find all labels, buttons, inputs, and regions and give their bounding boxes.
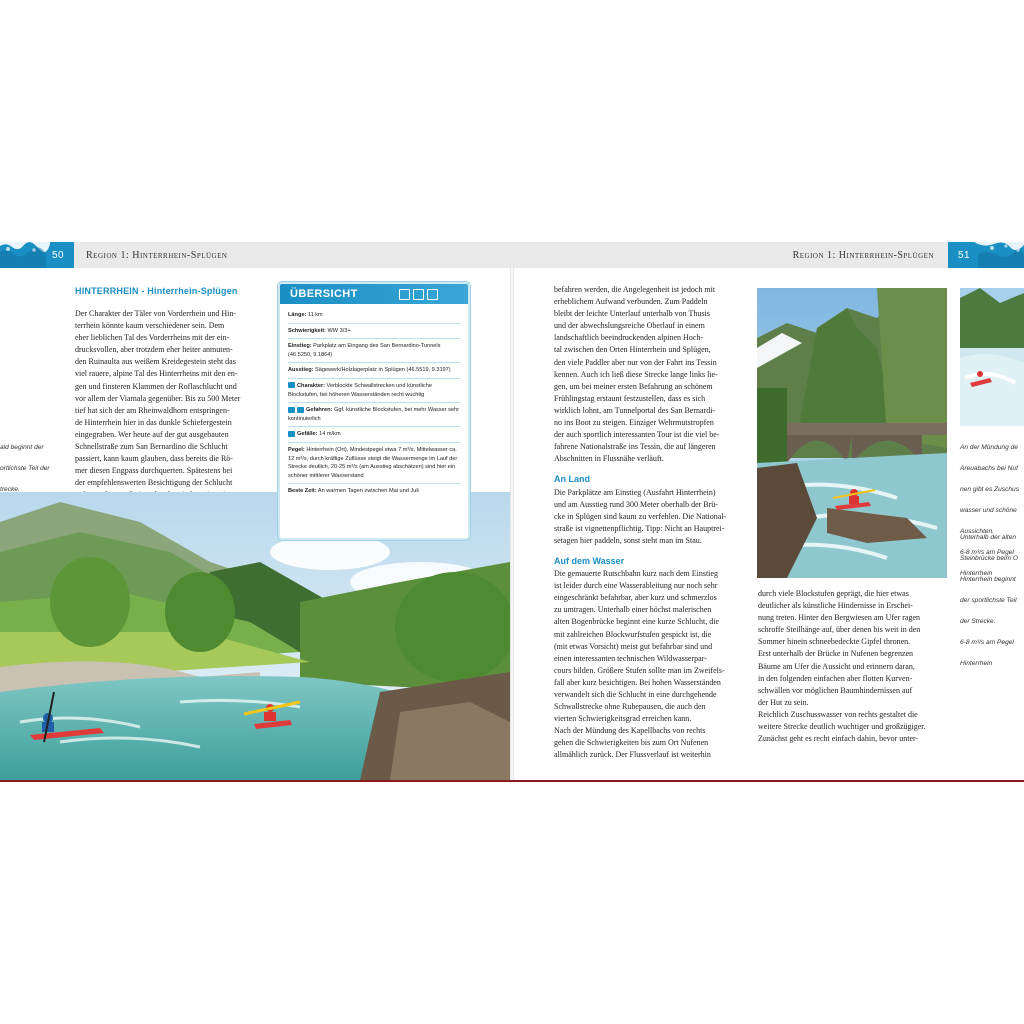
caption-line: trecke. [0, 485, 20, 493]
far-right-kayak-photo [960, 288, 1024, 426]
page-number-left [0, 242, 74, 268]
caption-line: Hinterrhein [960, 659, 993, 667]
row-label: Schwierigkeit: [288, 327, 326, 334]
text-line: fahrene Nationalstraße ins Tessin, die auf längeren [554, 442, 716, 452]
text-line: der empfehlenswerten Besichtigung der Schlucht [75, 478, 233, 488]
text-line: mit zahlreichen Blockwurfstufen gespickt ist, die [554, 629, 712, 639]
text-line: kennen. Auch ich ließ diese Strecke lange links lie- [554, 369, 718, 379]
text-line: Abschnitten in Flussnähe verläuft. [554, 454, 664, 464]
section-heading: HINTERRHEIN - Hinterrhein-Splügen [75, 286, 238, 296]
car-icon [427, 289, 438, 300]
caption-line: Unterhalb der alten [960, 533, 1017, 541]
overview-row-length [288, 308, 460, 324]
overview-header [280, 284, 468, 304]
text-line: Der Charakter der Täler von Vorderrhein und Hin- [75, 309, 237, 318]
overview-row-dangers [288, 403, 460, 427]
text-line: Die Parkplätze am Einstieg (Ausfahrt Hinterrhein) [554, 487, 716, 497]
text-line: der Hut zu sein. [758, 697, 809, 707]
text-line: allmählich zurück. Der Flussverlauf ist weiterhin [554, 750, 711, 760]
text-line: Schwallstrecke ohne Ruhepausen, die auch den [554, 702, 706, 712]
overview-row-character [288, 379, 460, 403]
right-page-header [512, 242, 1024, 268]
text-line: tal zwischen den Orten Hinterrhein und Splügen, [554, 345, 711, 355]
row-text: Verblockte Schwallstrecken und künstliche Blockstufen, bei höheren Wasserständen recht wuchtig [288, 382, 432, 398]
text-line: vor allem der Viamala gegenüber. Bis zu 500 Meter [75, 393, 241, 403]
caption-line: An der Mündung de [960, 443, 1018, 451]
caption-line: Aussichten. [960, 527, 995, 535]
book-spread [0, 242, 1024, 782]
overview-row-gradient [288, 427, 460, 443]
text-line: gen, um bei meiner ersten Befahrung an schönem [554, 381, 713, 391]
right-body-column-2 [758, 588, 948, 745]
overview-icons [399, 289, 438, 300]
row-label: Gefahren: [306, 407, 333, 414]
caption-line: nen gibt es Zuschus [960, 485, 1020, 493]
text-line: Bäume am Ufer die Aussicht und erinnern daran, [758, 661, 915, 671]
row-label: Beste Zeit: [288, 488, 317, 495]
character-icon [288, 382, 295, 388]
right-photo-caption-2 [960, 522, 1024, 680]
text-line: cours bilden. Größere Stufen sollte man im Zweifels- [554, 665, 725, 675]
overview-body [280, 304, 468, 499]
text-line: erheblichem Aufwand verbunden. Zum Paddeln [554, 297, 708, 307]
overview-row-put-in [288, 339, 460, 363]
text-line: und am Ausstieg rund 300 Meter oberhalb der Brü- [554, 499, 718, 509]
text-line: landschaftlich beeindruckenden alpinen Hoch- [554, 333, 704, 343]
text-line: schroffe Steilhänge auf, über denen bis weit in den [758, 625, 921, 635]
caption-line: der Strecke. [960, 617, 996, 625]
gradient-icon [288, 431, 295, 437]
text-line: deutlicher als künstliche Hindernisse in Erschei- [758, 601, 913, 611]
text-line: Nach der Mündung des Kapellbachs von rechts [554, 726, 706, 736]
caption-line: Areuabachs bei Nuf [960, 464, 1018, 472]
row-text: Parkplatz am Eingang des San Bernardino-Tunnels (46.5250, 9.1864) [288, 343, 441, 358]
caption-line: Hinterrhein beginnt [960, 575, 1016, 583]
text-line: und der abwechslungsreiche Oberlauf in einem [554, 321, 705, 331]
row-text: An warmen Tagen zwischen Mai und Juli [316, 488, 419, 495]
overview-row-take-out [288, 363, 460, 379]
text-line: Sommer hinein schneebedeckte Gipfel thronen. [758, 637, 911, 647]
text-line: eingegraben. Wer heute auf der gut ausgebauten [75, 429, 229, 439]
page-number-right-text: 51 [957, 249, 971, 261]
row-text: Sägewerk/Holzlagerplatz in Splügen (46.5519, 9.3197) [313, 367, 451, 374]
text-line: schwällen vor möglichen Baumhindernissen auf [758, 685, 913, 695]
caption-line: 6-8 m³/s am Pegel [960, 548, 1014, 556]
text-line: cke in Splügen sind kaum zu verfehlen. Die National- [554, 511, 727, 521]
right-body-column-1 [554, 284, 746, 762]
text-line: alten Bogenbrücke beginnt eine kurze Schlucht, die [554, 617, 720, 627]
text-line: drucksvollen, aber trotzdem eher heiter anmuten- [75, 345, 233, 355]
kayak-icon [399, 289, 410, 300]
text-line: passiert, kann kaum glauben, dass bereits die Rö- [75, 454, 233, 464]
overview-title: ÜBERSICHT [290, 288, 358, 300]
subheading-an-land: An Land [554, 474, 590, 485]
text-line: de Hinterrhein hier in das dunkle Schiefergestein [75, 417, 232, 427]
text-line: Schnellstraße zum San Bernardino die Schlucht [75, 442, 228, 452]
text-line: no ins Boot zu steigen. Einziger Wehrmutstropfen [554, 418, 714, 428]
map-icon [413, 289, 424, 300]
region-header-left: Region 1: Hinterrhein-Splügen [86, 249, 228, 261]
text-line: befahren werden, die Angelegenheit ist jedoch mit [554, 285, 716, 294]
text-line: vierten Schwierigkeitsgrad erreichen kann. [554, 714, 692, 724]
text-line: verwandelt sich die Schlucht in eine durchgehende [554, 690, 717, 699]
overview-row-difficulty [288, 324, 460, 340]
text-line: Zunächst geht es recht einfach dahin, bevor unter- [758, 734, 919, 744]
text-line: gen und finsteren Klammen der Roflaschlucht und [75, 381, 237, 391]
row-label: Ausstieg: [288, 367, 314, 374]
text-line: durch viele Blockstufen geprägt, die hier etwas [758, 589, 909, 598]
row-label: Charakter: [297, 382, 325, 389]
text-line: weitere Strecke deutlich wuchtiger und großzügiger. [758, 722, 926, 732]
text-line: eingeschränkt befahrbar, aber kurz und schmerzlos [554, 593, 717, 603]
text-line: tief hat sich der am Rheinwaldhorn entspringen- [75, 405, 230, 415]
row-label: Einstieg: [288, 343, 312, 350]
caption-line: ald beginnt der [0, 443, 44, 451]
text-line: fall aber kurz besichtigen. Bei hohen Wasserständen [554, 677, 721, 687]
text-line: viel rauere, alpine Tal des Hinterrheins mit den en- [75, 369, 238, 379]
text-line: wirklich lohnt, am Tunnelportal des San Bernardi- [554, 405, 716, 415]
text-line: bleibt der leichte Unterlauf unterhalb von Thusis [554, 309, 710, 319]
row-text: 11 km [306, 312, 323, 318]
caption-line: Steinbrücke beim O [960, 554, 1018, 562]
text-line: einen interessanten technischen Wildwasserpar- [554, 653, 707, 663]
text-line: eher lieblichen Tal des Vorderrheins mit der ein- [75, 333, 230, 343]
text-line: Reichlich Zuschusswasser von rechts gestaltet die [758, 709, 918, 719]
text-line: (mit etwas Vorsicht) meist gut befahrbar sind und [554, 641, 713, 651]
danger-icon [288, 407, 295, 413]
text-line: gehen die Schwierigkeiten bis zum Ort Nufenen [554, 738, 709, 748]
row-label: Pegel: [288, 446, 305, 453]
text-line: mer diesen Engpass durchquerten. Spätestens bei [75, 466, 233, 476]
row-text: Ggf. künstliche Blockstufen, bei mehr Wasser sehr kontinuierlich [288, 407, 460, 422]
caption-line: Hinterrhein [960, 569, 993, 577]
caption-line: wasser und schöne [960, 506, 1017, 514]
text-line: straße ist vignettenpflichtig. Tipp: Nicht an Hauptrei- [554, 523, 725, 533]
subheading-auf-dem-wasser: Auf dem Wasser [554, 555, 625, 566]
region-header-right: Region 1: Hinterrhein-Splügen [792, 249, 934, 261]
text-line: den Ruinaulta aus weißem Kreidegestein steht das [75, 357, 236, 367]
caption-line: ortlichste Teil der [0, 464, 50, 472]
text-line: Erst unterhalb der Brücke in Nufenen begrenzen [758, 649, 914, 659]
row-label: Länge: [288, 312, 307, 318]
book-gutter [510, 268, 514, 780]
text-line: zu umtragen. Unterhalb einer höchst malerischen [554, 605, 712, 615]
text-line: Frühlingstag erstaunt festzustellen, dass es sich [554, 393, 706, 403]
text-line: nung treten. Hinter den Bergwiesen am Ufer ragen [758, 613, 921, 623]
text-line: in den folgenden einfachen aber flotten Kurven- [758, 673, 913, 683]
caption-line: der sportlichste Teil [960, 596, 1017, 604]
row-label: Gefälle: [297, 431, 318, 438]
caption-line: 6-8 m³/s am Pegel [960, 638, 1014, 646]
text-line: setagen hier paddeln, sonst steht man im Stau. [554, 535, 702, 545]
overview-box [278, 282, 470, 540]
text-line: terrhein könnte kaum verschiedener sein. Dem [75, 321, 225, 331]
row-text: Hinterrhein (Ort), Mindestpegel etwa 7 m³/s, Mittelwasser ca. 12 m³/s, durch kräftige Zuflüsse steigt die Wassermenge im Lauf der Strecke deutlich, 20-25 m³/s (am Ausstieg abschätzen) sind hier ein schöner mittlerer Wasserstand [288, 446, 458, 479]
text-line: Die gemauerte Rutschbahn kurz nach dem Einstieg [554, 569, 718, 579]
text-line: ist leider durch eine Wasserableitung nur noch sehr [554, 581, 718, 591]
overview-row-gauge [288, 443, 460, 484]
text-line: den viele Paddler aber nur von der Fahrt ins Tessin [554, 357, 717, 367]
bridge-kayak-photo [757, 288, 947, 578]
danger-icon [297, 407, 304, 413]
text-line: der auch sportlich interessanten Tour ist die viel be- [554, 430, 720, 440]
page-number-left-text: 50 [51, 249, 65, 261]
left-page-header [0, 242, 512, 268]
page-number-right [948, 242, 1024, 268]
row-text: 14 m/km [317, 431, 341, 438]
row-text: WW 3/3+ [325, 327, 351, 334]
overview-row-best-time [288, 484, 460, 499]
